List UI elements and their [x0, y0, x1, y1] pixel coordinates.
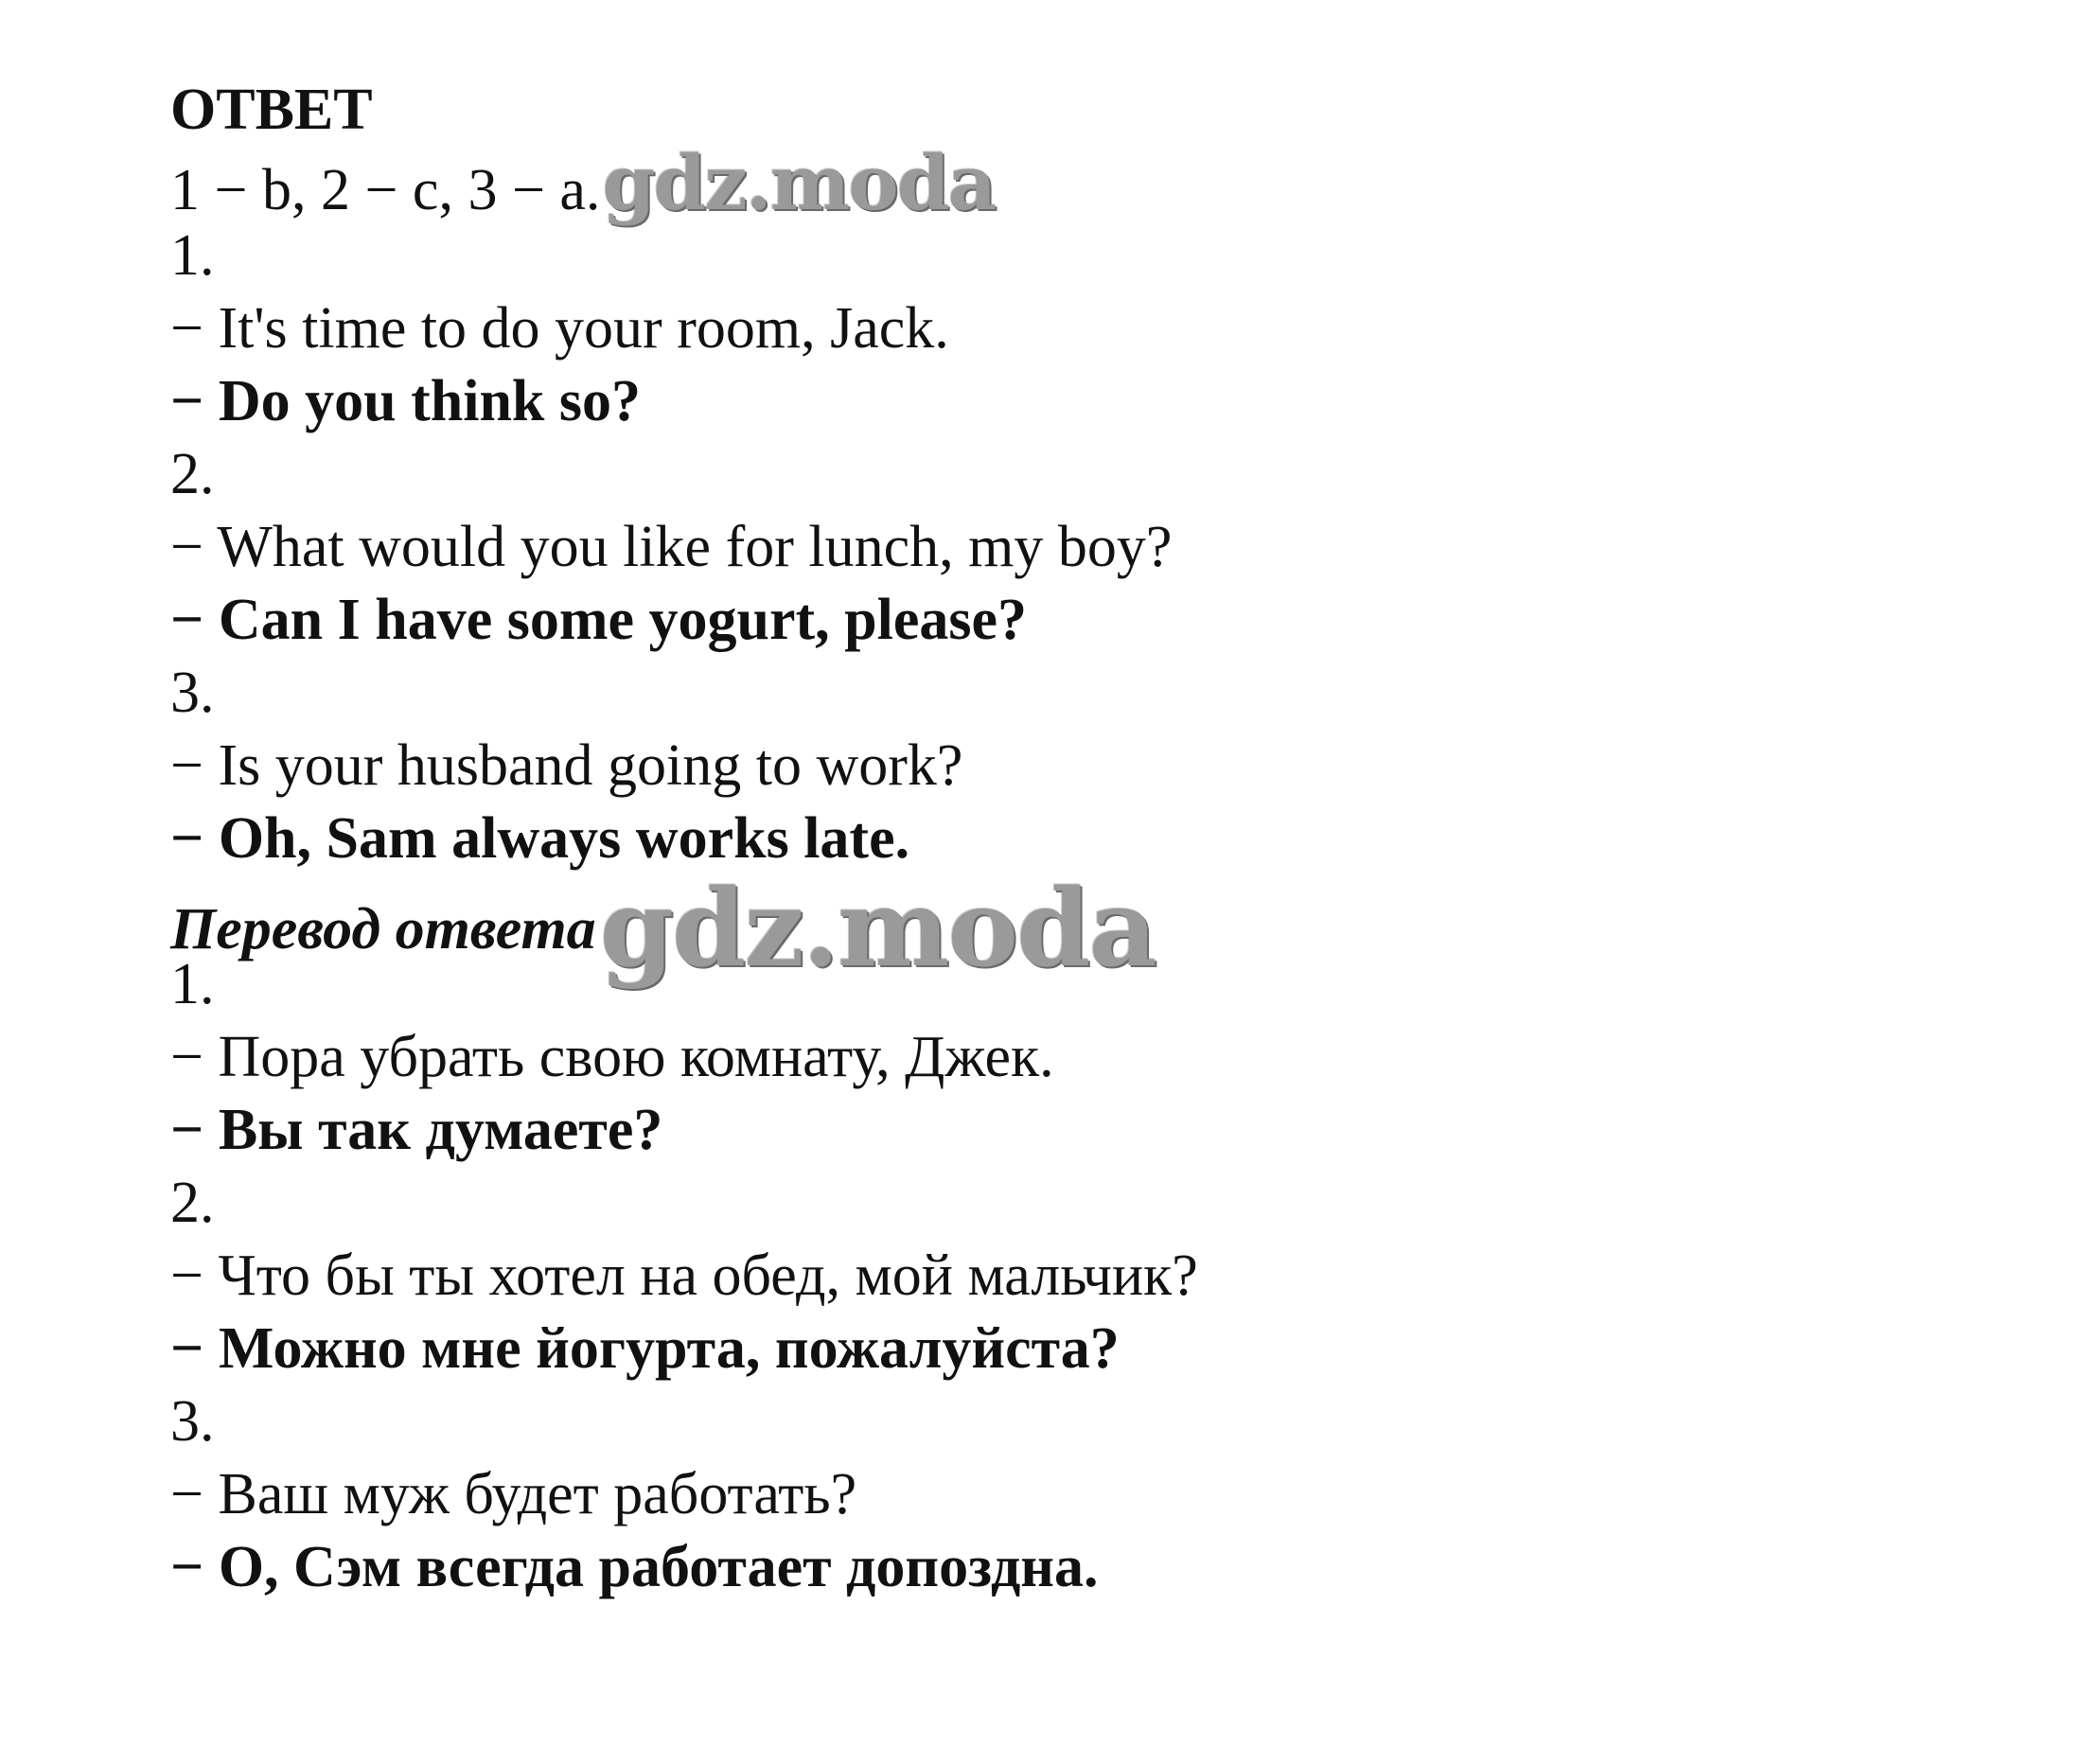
watermark-logo: gdz.moda: [602, 138, 996, 227]
dialogue-3-number: 3.: [170, 661, 215, 725]
translation-1-line-b: − Вы так думаете?: [170, 1098, 663, 1162]
translation-1-number: 1.: [170, 952, 215, 1016]
watermark-logo-large: gdz.moda: [599, 867, 1156, 991]
dialogue-1-number: 1.: [170, 223, 215, 288]
dialogue-1-line-a: − It's time to do your room, Jack.: [170, 296, 949, 361]
dialogue-3-line-a: − Is your husband going to work?: [170, 733, 963, 798]
translation-2-line-a: − Что бы ты хотел на обед, мой мальчик?: [170, 1244, 1198, 1308]
translation-1-line-a: − Пора убрать свою комнату, Джек.: [170, 1025, 1054, 1089]
dialogue-1-line-b: − Do you think so?: [170, 369, 642, 433]
dialogue-3-line-b: − Oh, Sam always works late.: [170, 806, 910, 871]
translation-2-number: 2.: [170, 1171, 215, 1235]
dialogue-2-line-a: − What would you like for lunch, my boy?: [170, 515, 1173, 579]
dialogue-2-line-b: − Can I have some yogurt, please?: [170, 588, 1028, 652]
translation-heading-line: [170, 867, 1198, 991]
answer-content: [170, 74, 1198, 1604]
translation-2-line-b: − Можно мне йогурта, пожалуйста?: [170, 1316, 1120, 1381]
answer-key: 1 − b, 2 − c, 3 − a.: [170, 158, 601, 222]
translation-3-line-a: − Ваш муж будет работать?: [170, 1462, 857, 1526]
translation-3-line-b: − О, Сэм всегда работает допоздна.: [170, 1535, 1099, 1599]
answer-key-line: [170, 138, 1198, 227]
answer-title: ОТВЕТ: [170, 78, 373, 142]
translation-heading: Перевод ответа: [170, 897, 596, 961]
translation-3-number: 3.: [170, 1389, 215, 1454]
dialogue-2-number: 2.: [170, 442, 215, 506]
